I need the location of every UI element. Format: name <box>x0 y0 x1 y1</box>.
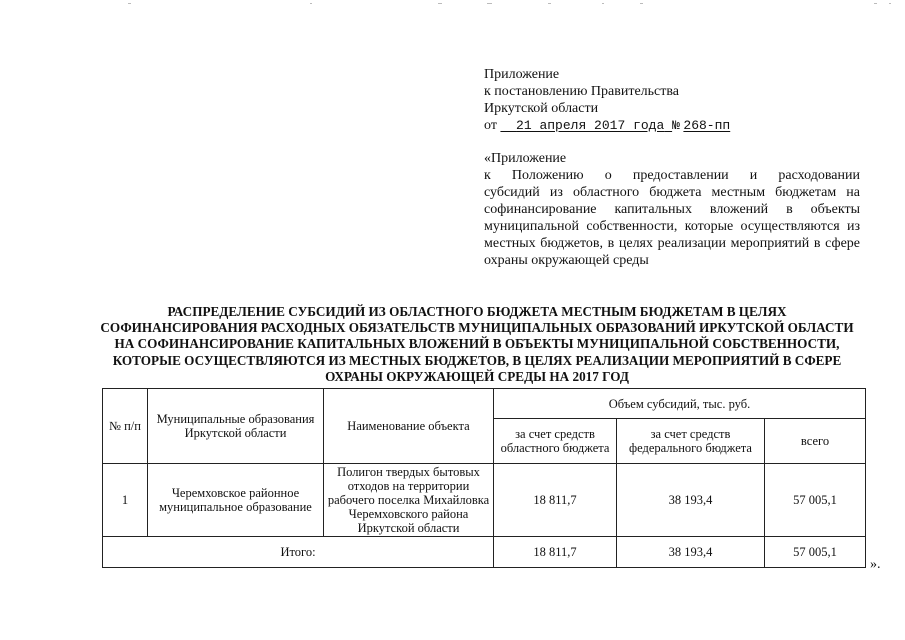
regulation-lead-word: к <box>484 168 491 183</box>
cell-federal: 38 193,4 <box>617 464 765 537</box>
attachment-date-line <box>484 117 864 134</box>
header-total: всего <box>765 419 866 464</box>
header-object: Наименование объекта <box>324 389 494 464</box>
regulation-lead-word: Положению <box>511 168 584 183</box>
cell-municipality: Черемховское районное муниципальное образование <box>148 464 324 537</box>
attachment-region-line: Иркутской области <box>484 101 599 116</box>
header-municipality: Муниципальные образования Иркутской области <box>148 389 324 464</box>
cell-num: 1 <box>103 464 148 537</box>
total-sum: 57 005,1 <box>765 537 866 568</box>
total-regional: 18 811,7 <box>494 537 617 568</box>
header-regional: за счет средств областного бюджета <box>494 419 617 464</box>
closing-quote-mark: ». <box>870 557 881 572</box>
attachment-title: Приложение <box>484 67 560 82</box>
regulation-lead-line <box>484 167 860 184</box>
date-value: 21 апреля 2017 года <box>516 118 665 133</box>
header-federal: за счет средств федерального бюджета <box>617 419 765 464</box>
subsidies-table <box>102 388 866 568</box>
regulation-lead-word: о <box>604 168 612 183</box>
attachment-header <box>484 66 864 134</box>
table-total-row <box>103 537 866 568</box>
table-header-row <box>103 389 866 419</box>
cell-object: Полигон твердых бытовых отходов на территории рабочего поселка Михайловка Черемховского района Иркутской области <box>324 464 494 537</box>
scan-artifact-marks <box>0 0 905 8</box>
regulation-lead-word: и <box>749 168 758 183</box>
header-num: № п/п <box>103 389 148 464</box>
resolution-number: 268-пп <box>683 118 731 133</box>
header-volume: Объем субсидий, тыс. руб. <box>494 389 866 419</box>
table-row <box>103 464 866 537</box>
attachment-resolution-line: к постановлению Правительства <box>484 84 680 99</box>
document-title: РАСПРЕДЕЛЕНИЕ СУБСИДИЙ ИЗ ОБЛАСТНОГО БЮДЖЕТА МЕСТНЫМ БЮДЖЕТАМ В ЦЕЛЯХ СОФИНАНСИРОВАНИЯ РАСХОДНЫХ ОБЯЗАТЕЛЬСТВ МУНИЦИПАЛЬНЫХ ОБРАЗОВАНИЙ ИРКУТСКОЙ ОБЛАСТИ НА СОФИНАНСИРОВАНИЕ КАПИТАЛЬНЫХ ВЛОЖЕНИЙ В ОБЪЕКТЫ МУНИЦИПАЛЬНОЙ СОБСТВЕННОСТИ, КОТОРЫЕ ОСУЩЕСТВЛЯЮТСЯ ИЗ МЕСТНЫХ БЮДЖЕТОВ, В ЦЕЛЯХ РЕАЛИЗАЦИИ МЕРОПРИЯТИЙ В СФЕРЕ ОХРАНЫ ОКРУЖАЮЩЕЙ СРЕДЫ НА 2017 ГОД <box>100 304 854 384</box>
regulation-reference <box>484 150 860 269</box>
total-label: Итого: <box>103 537 494 568</box>
cell-regional: 18 811,7 <box>494 464 617 537</box>
total-federal: 38 193,4 <box>617 537 765 568</box>
number-sign: № <box>672 118 680 133</box>
cell-total: 57 005,1 <box>765 464 866 537</box>
date-prefix: от <box>484 118 497 133</box>
regulation-lead-word: предоставлении <box>632 168 729 183</box>
regulation-title: «Приложение <box>484 151 567 166</box>
regulation-lead-word: расходовании <box>778 168 860 183</box>
regulation-text: субсидий из областного бюджета местным бюджетам на софинансирование капитальных вложений в объекты муниципальной собственности, которые осуществляются из местных бюджетов, в целях реализации мероприятий в сфере охраны окружающей среды <box>484 185 860 268</box>
